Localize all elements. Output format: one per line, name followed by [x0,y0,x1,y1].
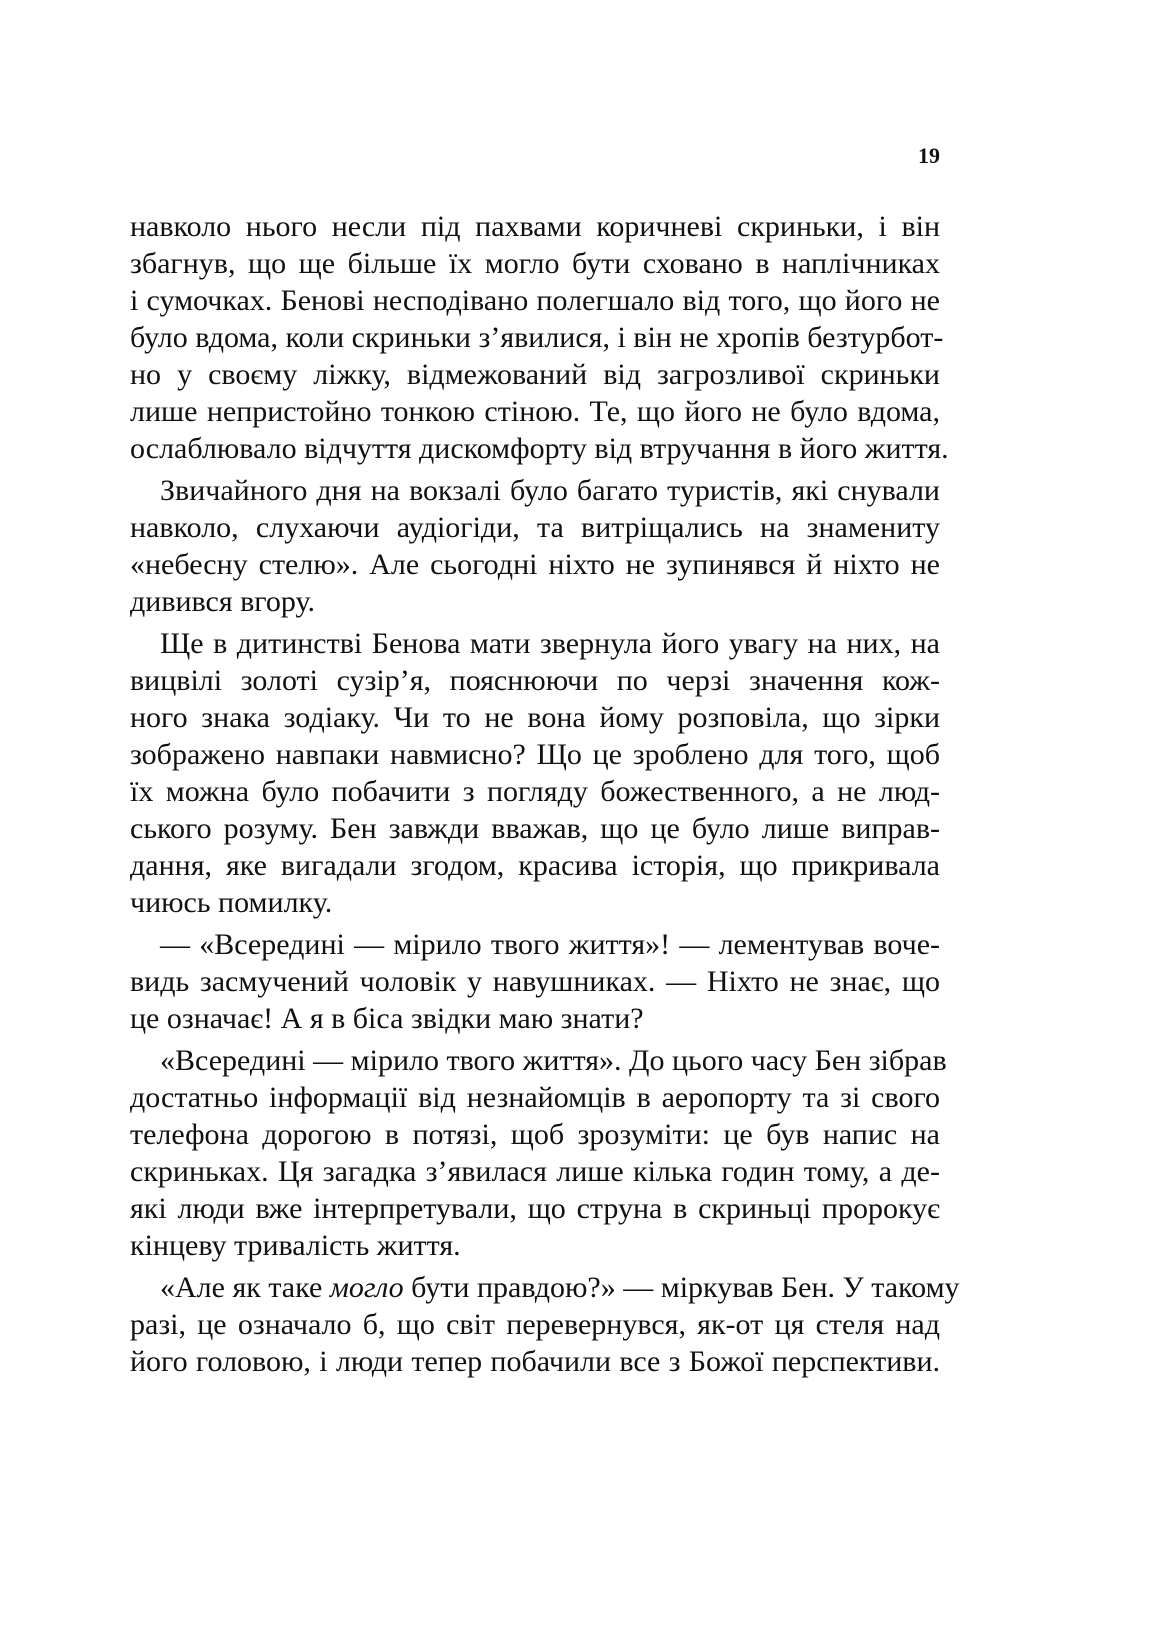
text-line: «Всередині — мірило твого життя». До цього часу Бен зібрав [160,1044,947,1077]
text-line: його головою, і люди тепер побачили все з Божої перспективи. [130,1345,940,1378]
text-line: ослаблювало відчуття дискомфорту від втручання в його життя. [130,432,949,465]
text-line: лише непристойно тонкою стіною. Те, що його не було вдома, [130,395,940,428]
text-line: збагнув, що ще більше їх могло бути сховано в наплічниках [130,247,940,280]
text-line: це означає! А я в біса звідки маю знати? [130,1002,644,1035]
text-line: дивився вгору. [130,585,315,618]
text-line-with-italic [130,1269,960,1306]
text-line: і сумочках. Бенові несподівано полегшало від того, що його не [130,284,940,317]
text-line: — «Всередині — мірило твого життя»! — лементував воче- [160,928,940,961]
text-line: вицвілі золоті сузір’я, пояснюючи по черзі значення кож- [130,664,940,697]
text-line: було вдома, коли скриньки з’явилися, і він не хропів безтурбот- [130,321,944,354]
text-line: разі, це означало б, що світ перевернувся, як-от ця стеля над [130,1308,940,1341]
text-line: їх можна було побачити з погляду божественного, а не люд- [130,775,940,808]
paragraph-5 [130,1042,947,1264]
text-line: ного знака зодіаку. Чи то не вона йому розповіла, що зірки [130,701,940,734]
text-line: «небесну стелю». Але сьогодні ніхто не зупинявся й ніхто не [130,548,940,581]
text-line: Звичайного дня на вокзалі було багато туристів, які снували [160,474,940,507]
text-line: достатньо інформації від незнайомців в аеропорту та зі свого [130,1081,940,1114]
text-line: телефона дорогою в потязі, щоб зрозуміти: це був напис на [130,1118,940,1151]
page-number: 19 [918,143,940,168]
text-line: но у своєму ліжку, відмежований від загрозливої скриньки [130,358,940,391]
text-line: навколо, слухаючи аудіогіди, та витріщались на знамениту [130,511,940,544]
text-line: кінцеву тривалість життя. [130,1229,461,1262]
text-line: скриньках. Ця загадка з’явилася лише кілька годин тому, а де- [130,1155,940,1188]
text-line: ського розуму. Бен завжди вважав, що це було лише виправ- [130,812,940,845]
text-line: дання, яке вигадали згодом, красива історія, що прикривала [130,849,940,882]
text-line: чиюсь помилку. [130,886,333,919]
text-line: видь засмучений чоловік у навушниках. — Ніхто не знає, що [130,965,940,998]
paragraph-4 [130,926,940,1037]
paragraph-6 [130,1269,960,1380]
body-text [130,208,960,1385]
text-line: які люди вже інтерпретували, що струна в скриньці пророкує [130,1192,940,1225]
text-run: «Але як таке [160,1271,330,1304]
paragraph-2 [130,472,940,620]
text-line: навколо нього несли під пахвами коричневі скриньки, і він [130,210,940,243]
paragraph-3 [130,625,940,921]
text-run: бути правдою?» — міркував Бен. У такому [403,1271,960,1304]
text-line: зображено навпаки навмисно? Що це зроблено для того, щоб [130,738,940,771]
italic-word: могло [329,1271,404,1304]
paragraph-1 [130,208,949,467]
text-line: Ще в дитинстві Бенова мати звернула його увагу на них, на [160,627,940,660]
